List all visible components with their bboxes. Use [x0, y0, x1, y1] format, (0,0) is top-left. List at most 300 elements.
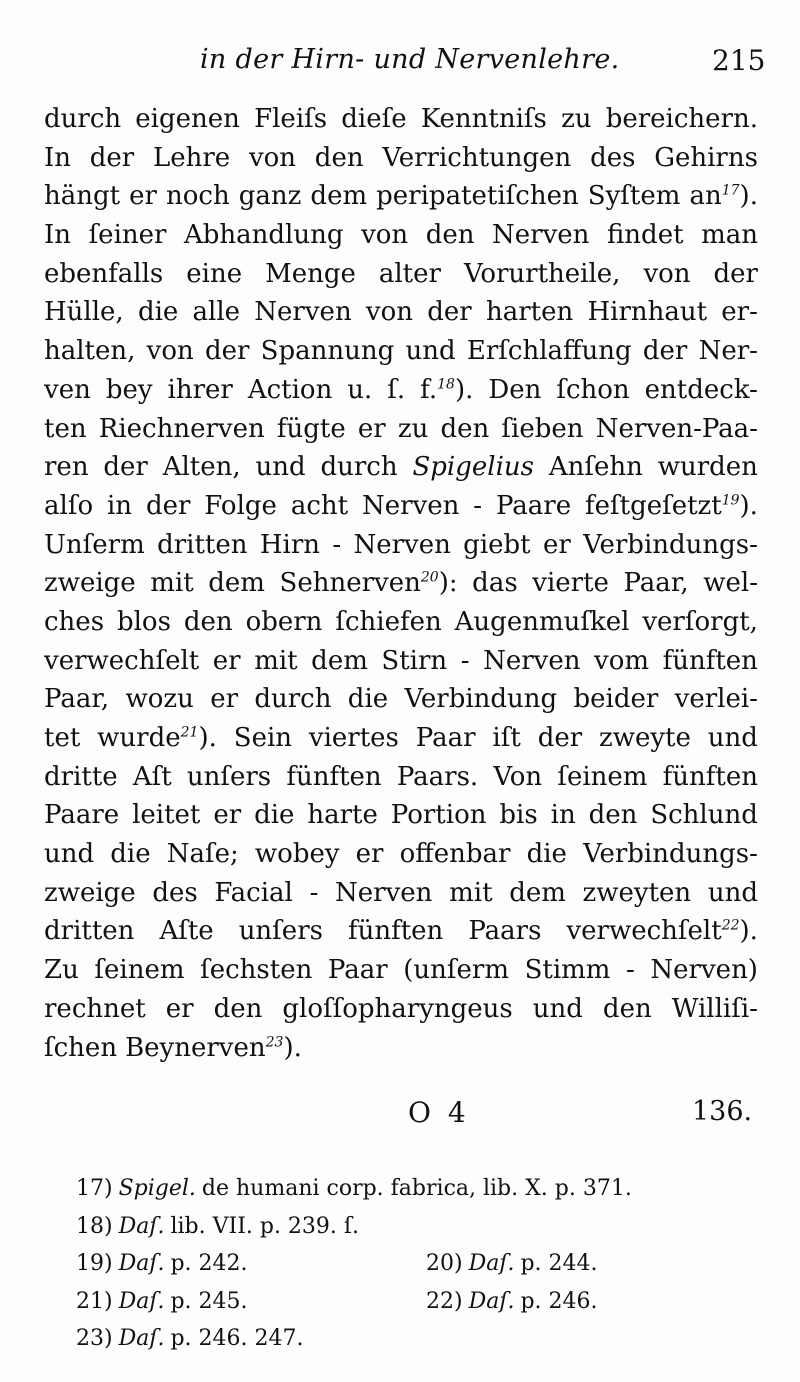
word-text: Unſerm	[44, 529, 145, 560]
word	[248, 371, 333, 410]
word	[126, 680, 194, 719]
word-with-footnote-ref	[280, 564, 458, 603]
word-text: dritten	[157, 529, 248, 560]
word-text: Nerven	[335, 877, 433, 908]
word-text: den	[213, 993, 263, 1024]
word-text: er	[212, 645, 241, 676]
text-line	[44, 293, 758, 332]
word	[153, 139, 230, 178]
word-text: der	[537, 723, 583, 753]
footnote-text: p. 245.	[170, 1288, 248, 1314]
word	[166, 990, 194, 1029]
word	[90, 139, 134, 178]
word	[527, 835, 567, 874]
word-text: zweyten	[582, 877, 692, 908]
word	[382, 139, 571, 178]
footnote-row	[76, 1320, 756, 1358]
word-text: ihrer	[167, 374, 233, 405]
word-text: des	[152, 877, 198, 908]
word	[44, 912, 134, 951]
word-text: Anſehn	[548, 452, 643, 483]
word-text: feſtgeſetzt	[584, 490, 722, 521]
word	[214, 874, 292, 913]
footnote-number: 18)	[76, 1213, 113, 1239]
word-text: ſechsten	[200, 955, 313, 986]
word-text: wobey	[254, 839, 340, 870]
word	[348, 912, 443, 951]
word-text: wozu	[125, 684, 194, 715]
word	[607, 216, 684, 255]
word-text: f.	[420, 374, 438, 405]
word	[246, 603, 323, 642]
word	[362, 487, 459, 526]
word	[583, 874, 692, 913]
word	[381, 642, 447, 681]
word-text: durch	[44, 104, 122, 134]
word	[449, 874, 492, 913]
word-text: Verrichtungen	[382, 142, 572, 173]
word-text: ven	[44, 374, 91, 405]
word-text: der	[145, 490, 191, 521]
word	[642, 603, 758, 642]
word-text: Den	[488, 374, 542, 405]
word	[543, 526, 571, 565]
word	[282, 990, 512, 1029]
word-text: durch	[254, 684, 332, 715]
footnote-number: 19)	[76, 1251, 113, 1276]
word-text: Paar,	[623, 568, 689, 599]
word-text: Nerven	[492, 220, 590, 251]
word	[208, 564, 265, 603]
word	[467, 332, 632, 371]
word	[353, 526, 450, 565]
word	[163, 448, 241, 487]
word	[44, 719, 80, 758]
word-text: vierte	[532, 568, 609, 599]
text-line	[44, 216, 758, 255]
word-text: mit	[254, 645, 298, 676]
word	[583, 526, 758, 565]
word-text: ſeinem	[94, 955, 185, 986]
word-text: fünften	[662, 645, 758, 676]
word	[499, 796, 537, 835]
word	[159, 912, 213, 951]
word-text: unſers	[186, 761, 272, 792]
word-text: blos	[116, 606, 171, 637]
word-text: Aſte	[159, 916, 214, 947]
footnote-reference[interactable]: 18	[437, 376, 455, 393]
text-line	[44, 487, 758, 526]
word-text: dritte	[44, 761, 118, 792]
word	[150, 564, 193, 603]
word-text: entdeck-	[644, 374, 758, 405]
footnote	[76, 1208, 359, 1246]
word	[427, 293, 471, 332]
word-text: an	[689, 181, 722, 212]
word-text: in	[550, 800, 576, 831]
word	[663, 642, 758, 681]
word-text: leitet	[132, 800, 201, 831]
text-line	[44, 642, 758, 681]
word	[291, 487, 348, 526]
word-text: iſt	[492, 723, 521, 753]
word	[89, 216, 167, 255]
word	[132, 796, 200, 835]
word	[117, 603, 171, 642]
word	[168, 371, 233, 410]
text-line	[44, 680, 758, 719]
word	[213, 796, 241, 835]
word	[44, 603, 104, 642]
word-text: er	[213, 800, 242, 831]
word	[239, 177, 302, 216]
word	[708, 874, 758, 913]
word-text: ſchiefen	[335, 606, 442, 637]
word	[210, 680, 238, 719]
word	[256, 448, 306, 487]
punctuation: ).	[739, 181, 758, 212]
word-text: ſeiner	[88, 220, 167, 251]
punctuation: ).	[454, 374, 474, 405]
punctuation: ).	[198, 723, 217, 753]
word	[44, 410, 87, 449]
word	[310, 874, 319, 913]
word	[455, 603, 630, 642]
word-text: Action	[247, 374, 333, 405]
footnote-row	[76, 1170, 756, 1208]
word-text: Stirn	[381, 645, 448, 676]
word	[376, 177, 579, 216]
word-text: verwechſelt	[44, 645, 200, 676]
footnote-reference[interactable]: 19	[721, 492, 740, 509]
word-text: ſchen	[44, 1032, 118, 1063]
footnotes	[76, 1170, 756, 1358]
footnote-source: Daſ.	[118, 1288, 165, 1314]
word	[556, 371, 629, 410]
word	[184, 603, 233, 642]
word	[533, 990, 583, 1029]
word-text: mit	[449, 877, 493, 908]
word-text: ſeinem	[557, 761, 648, 792]
word-text: und	[707, 877, 758, 908]
word-text: Paars	[468, 916, 542, 947]
word-text: dritten	[44, 916, 135, 947]
word	[44, 835, 94, 874]
word	[412, 448, 534, 487]
word-text: den	[425, 220, 475, 251]
word-text: von	[146, 336, 194, 367]
word	[650, 951, 758, 990]
word	[129, 177, 157, 216]
word-text: harten	[485, 297, 574, 328]
word	[623, 564, 688, 603]
word-text: ganz	[238, 181, 302, 212]
footnote-reference[interactable]: 21	[180, 724, 199, 741]
word	[574, 680, 659, 719]
word	[492, 216, 589, 255]
word	[146, 487, 190, 526]
word-text: ren	[44, 452, 89, 483]
word	[335, 874, 432, 913]
word	[463, 526, 530, 565]
word-text: Verbindungs-	[583, 839, 758, 870]
word-with-footnote-ref	[97, 719, 217, 758]
word-text: der	[427, 297, 472, 328]
word	[483, 642, 580, 681]
word	[599, 719, 691, 758]
word	[701, 216, 758, 255]
footnote-number: 20)	[426, 1251, 463, 1276]
footnote	[426, 1283, 598, 1321]
word	[44, 100, 121, 139]
word-text: Paar,	[44, 684, 110, 715]
word	[255, 835, 340, 874]
word	[44, 796, 119, 835]
word-text: und	[255, 452, 306, 483]
word-text: zweyte	[599, 723, 691, 753]
word-text: wel-	[703, 568, 758, 599]
word	[152, 874, 197, 913]
word	[260, 526, 320, 565]
word-text: dem	[310, 181, 368, 212]
word-text: vom	[594, 645, 650, 676]
word-text: die	[347, 684, 389, 715]
word	[205, 332, 249, 371]
word-text: Portion	[390, 800, 487, 831]
word-text: man	[701, 220, 758, 251]
word-text: das	[472, 568, 518, 599]
footnote-reference[interactable]: 17	[721, 182, 740, 199]
footnote-reference[interactable]: 22	[721, 917, 740, 934]
word	[603, 990, 652, 1029]
word	[44, 1029, 117, 1068]
footnote-reference[interactable]: 23	[265, 1033, 284, 1050]
word-with-footnote-ref	[566, 912, 757, 951]
word	[186, 255, 242, 294]
word	[187, 758, 271, 797]
word	[551, 796, 576, 835]
word-text: Fleiſs	[254, 104, 328, 134]
word	[590, 139, 635, 178]
word-text: mit	[150, 568, 194, 599]
text-line	[44, 100, 758, 139]
word	[204, 487, 277, 526]
word	[708, 719, 758, 758]
word-text: Facial	[214, 877, 293, 908]
word	[135, 100, 240, 139]
word-text: von	[643, 258, 691, 289]
word	[213, 642, 241, 681]
word	[184, 216, 344, 255]
word-text: Aſt	[132, 761, 172, 792]
word	[426, 216, 475, 255]
word	[650, 796, 758, 835]
word-text: der	[713, 258, 758, 289]
footnote-number: 23)	[76, 1326, 113, 1351]
text-line	[44, 410, 758, 449]
word	[658, 448, 758, 487]
word	[234, 719, 292, 758]
punctuation: ):	[438, 568, 458, 599]
word	[645, 371, 758, 410]
word	[286, 758, 381, 797]
word	[356, 835, 384, 874]
word-text: offenbar	[399, 839, 511, 870]
word-text: eine	[186, 258, 243, 289]
word-text: der	[103, 452, 148, 483]
word	[663, 758, 758, 797]
footnote-text: p. 246. 247.	[170, 1326, 304, 1351]
word-text: peripatetiſchen	[376, 181, 579, 212]
word-text: beider	[573, 684, 659, 715]
word-text: und	[44, 839, 95, 870]
word-text: der	[89, 142, 135, 173]
word	[406, 332, 456, 371]
word-text: von	[365, 297, 414, 328]
word	[103, 448, 147, 487]
word-text: bis	[499, 800, 538, 831]
punctuation: ).	[739, 916, 758, 947]
word-text: die	[110, 839, 151, 870]
footnote	[426, 1245, 598, 1283]
word-text: -	[626, 955, 635, 986]
footnote-source: Daſ.	[468, 1251, 515, 1276]
page-number: 215	[712, 44, 766, 77]
word-text: und	[707, 723, 758, 753]
word-text: bey	[105, 374, 153, 405]
word-text: viertes	[308, 723, 399, 753]
word	[366, 293, 413, 332]
word-text: -	[473, 490, 483, 521]
word-text: durch	[320, 452, 398, 483]
word	[99, 410, 265, 449]
word	[589, 796, 638, 835]
word-text: Nerven)	[650, 955, 758, 986]
word	[348, 680, 388, 719]
word-text: den	[588, 800, 638, 831]
footnote-reference[interactable]: 20	[420, 569, 439, 586]
word-text: Lehre	[152, 142, 231, 173]
word-text: -	[309, 877, 319, 908]
word-text: die	[137, 297, 179, 328]
word-text: eigenen	[135, 104, 240, 134]
footnote-source: Daſ.	[118, 1326, 165, 1351]
word	[509, 874, 566, 913]
text-line	[44, 448, 758, 487]
word	[254, 796, 294, 835]
word	[110, 835, 150, 874]
word-text: die	[254, 800, 295, 831]
word	[44, 371, 91, 410]
word-text: Hirnhaut	[587, 297, 708, 328]
word	[328, 951, 388, 990]
footnote-text: de humani corp. fabrica, lib. X. p. 371.	[201, 1176, 632, 1201]
word	[488, 371, 541, 410]
text-line	[44, 603, 758, 642]
word	[472, 564, 518, 603]
word	[44, 564, 136, 603]
word-text: Riechnerven	[98, 413, 265, 444]
word-text: In	[44, 142, 72, 173]
word-text: hängt	[44, 181, 121, 212]
text-line	[44, 564, 758, 603]
word	[594, 642, 649, 681]
word	[643, 332, 687, 371]
word-text: Nerven-Paa-	[595, 413, 758, 444]
word	[341, 100, 406, 139]
footnote-text: p. 242.	[170, 1251, 248, 1276]
word-text: Augenmuſkel	[454, 606, 630, 637]
word-text: Folge	[204, 490, 277, 521]
word-text: er	[355, 839, 384, 870]
word	[157, 526, 247, 565]
word-text: er-	[721, 297, 758, 328]
word	[166, 177, 230, 216]
footnote-number: 17)	[76, 1176, 113, 1201]
word	[44, 526, 145, 565]
text-line	[44, 1029, 758, 1068]
word-text: Nerven	[361, 490, 460, 521]
word-text: rechnet	[44, 993, 146, 1024]
word-text: ten	[44, 413, 87, 444]
word	[254, 680, 331, 719]
word-text: fünften	[662, 761, 758, 792]
word-text: Ner-	[698, 336, 758, 367]
word-text: noch	[166, 181, 230, 212]
word-text: verlei-	[674, 684, 758, 715]
word	[106, 371, 153, 410]
word	[44, 990, 146, 1029]
text-line	[44, 835, 758, 874]
word	[254, 100, 327, 139]
word-text: fünften	[286, 761, 382, 792]
word	[44, 951, 79, 990]
word	[721, 293, 758, 332]
word	[486, 293, 573, 332]
word	[703, 564, 758, 603]
word	[138, 293, 178, 332]
word-text: in	[106, 490, 133, 521]
footnote-row	[76, 1208, 756, 1246]
word-text: Beynerven	[125, 1032, 266, 1063]
word	[44, 255, 163, 294]
word-text: dieſe	[341, 104, 407, 134]
word-text: Williſi-	[671, 993, 758, 1024]
word	[464, 255, 621, 294]
word	[699, 332, 758, 371]
word-text: den	[440, 413, 490, 444]
word-text: Paare	[495, 490, 572, 521]
footnote-source: Spigel.	[118, 1176, 196, 1201]
word	[675, 680, 758, 719]
word-text: ſchon	[556, 374, 630, 405]
word-text: zu	[561, 104, 592, 134]
word-text: ſ.	[387, 374, 406, 405]
footnote	[76, 1170, 632, 1208]
text-line	[44, 796, 758, 835]
word-text: dem	[208, 568, 265, 599]
word-text: Zu	[44, 955, 79, 986]
word-text: Spannung	[260, 336, 395, 367]
word-text: Paare	[44, 800, 120, 831]
punctuation: ).	[283, 1032, 302, 1063]
word-text: obern	[245, 606, 323, 637]
word	[387, 371, 405, 410]
word	[391, 796, 487, 835]
word-text: Stimm	[524, 955, 611, 986]
word	[400, 835, 511, 874]
word-text: den	[602, 993, 652, 1024]
